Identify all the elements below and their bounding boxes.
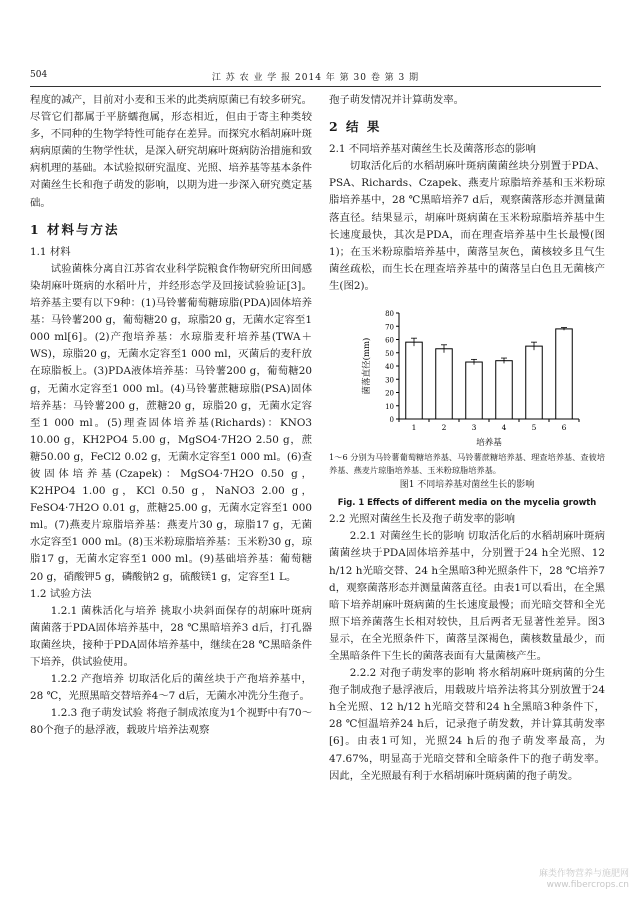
watermark-line2: www.fibercrops.cn [546,880,629,890]
x-tick-label: 3 [471,423,477,433]
y-tick-label: 10 [385,402,394,411]
subsection-heading-methods: 1.2 试验方法 [30,587,92,600]
y-tick-label: 60 [385,336,394,345]
x-tick-label: 2 [441,423,447,433]
subsection-heading-light: 2.2 光照对菌丝生长及孢子萌发率的影响 [329,513,516,526]
header-rule [30,86,601,87]
left-column [30,92,312,739]
y-tick-label: 20 [385,389,394,398]
figure1-caption: 1～6 分别为马铃薯葡萄糖培养基、马铃薯蔗糖培养基、理查培养基、查彼培养基、燕麦片琼脂培养基、玉米粉琼脂培养基。 [329,452,605,476]
bar [466,362,483,419]
method-germination-paragraph: 1.2.3 孢子萌发试验 将孢子制成浓度为1个视野中有70～80个孢子的悬浮液，载玻片培养法观察 [30,707,312,737]
x-tick-label: 5 [531,423,537,433]
y-tick-label: 40 [385,363,394,372]
y-tick-label: 30 [385,376,394,385]
y-axis-label: 菌落直径(mm) [362,337,372,395]
x-axis-label: 培养基 [476,438,502,449]
intro-paragraph: 程度的减产，目前对小麦和玉米的此类病原菌已有较多研究。尽管它们都属于平脐蠕孢属，形态相近，但由于寄主种类较多，不同种的生物学特性可能存在差异。而探究水稻胡麻叶斑病病原菌的生物学性状，是深入研究胡麻叶斑病防治措施和致病机理的基础。本试验拟研究温度、光照、培养基等基本条件对菌丝生长和孢子萌发的影响，以期为进一步深入研究奠定基础。 [30,94,312,209]
materials-paragraph: 试验菌株分离自江苏省农业科学院粮食作物研究所田间感染胡麻叶斑病的水稻叶片，并经形态学及回接试验验证[3]。培养基主要有以下9种：(1)马铃薯葡萄糖琼脂(PDA)固体培养基：马铃薯200 g，葡萄糖20 g，琼脂20 g，无菌水定容至1 000 ml[6]。(2)产孢培养基：水琼脂麦秆培养基(TWA＋WS)，琼脂20 g，无菌水定容至1 000 ml，灭菌后的麦秆放在琼脂板上。(3)PDA液体培养基：马铃薯200 g，葡萄糖20 g，无菌水定容至1 000 ml。(4)马铃薯蔗糖琼脂(PSA)固体培养基：马铃薯200 g，蔗糖20 g，琼脂20 g，无菌水定容至1 000 ml。(5)理查固体培养基(Richards)：KNO3 10.00 g，KH2PO4 5.00 g，MgSO4·7H2O 2.50 g，蔗糖50.00 g，FeCl2 0.02 g，无菌水定容至1 000 ml。(6)查彼固体培养基(Czapek)：MgSO4·7H2O 0.50 g，K2HPO4 1.00 g，KCl 0.50 g，NaNO3 2.00 g，FeSO4·7H2O 0.01 g，蔗糖25.00 g，无菌水定容至1 000 ml。(7)燕麦片琼脂培养基：燕麦片30 g，琼脂17 g，无菌水定容至1 000 ml。(8)玉米粉琼脂培养基：玉米粉30 g，琼脂17 g，无菌水定容至1 000 ml。(9)基础培养基：葡萄糖20 g，硝酸钾5 g，磷酸钠2 g，硫酸镁1 g，定容至1 L。 [30,262,313,583]
bar [436,349,453,419]
section-heading-results: 2 结 果 [329,119,382,135]
bar [556,329,573,419]
y-tick-label: 80 [385,310,394,319]
x-tick-label: 4 [501,423,507,433]
y-tick-label: 50 [385,349,394,358]
subsection-heading-materials: 1.1 材料 [30,245,71,258]
y-tick-label: 70 [385,323,394,332]
light-mycelia-paragraph: 2.2.1 对菌丝生长的影响 切取活化后的水稻胡麻叶斑病菌菌丝块于PDA固体培养基中，分别置于24 h全光照、12 h/12 h光暗交替、24 h全黑暗3种光照条件下，28 ℃培养7 d，观察菌落形态并测量菌落直径。由表1可以看出，在全黑暗下培养胡麻叶斑病菌的生长速度最慢；而光暗交替和全光照下培养菌落生长相对较快，且后两者无显著性差异。图3显示，在全光照条件下，菌落呈深褐色，菌核数量最少，而全黑暗条件下生长的菌落表面有大量菌核产生。 [329,530,605,662]
figure1-title-cn: 图1 不同培养基对菌丝生长的影响 [399,480,535,491]
figure1-bar-chart [329,301,605,451]
section-heading-materials-methods: 1 材料与方法 [30,221,120,237]
journal-title: 江 苏 农 业 学 报 2014 年 第 30 卷 第 3 期 [211,73,420,83]
method-activation-paragraph: 1.2.1 菌株活化与培养 挑取小块斜面保存的胡麻叶斑病菌菌落于PDA固体培养基中，28 ℃黑暗培养3 d后，打孔器取菌丝块，接种于PDA固体培养基中，继续在28 ℃黑暗条件下培养，供试验使用。 [30,604,312,668]
watermark [539,869,629,891]
light-germination-paragraph: 2.2.2 对孢子萌发率的影响 将水稻胡麻叶斑病菌的分生孢子制成孢子悬浮液后，用载玻片培养法将其分别放置于24 h全光照、12 h/12 h光暗交替和24 h全黑暗3种条件下，28 ℃恒温培养24 h后，记录孢子萌发数，并计算其萌发率[6]。由表1可知，光照24 h后的孢子萌发率最高，为47.67%，明显高于光暗交替和全暗条件下的孢子萌发率。因此，全光照最有利于水稻胡麻叶斑病菌的孢子萌发。 [329,667,605,782]
subsection-heading-media: 2.1 不同培养基对菌丝生长及菌落形态的影响 [329,143,536,156]
watermark-line1: 麻类作物营养与施肥网 [538,869,629,879]
method-sporulation-paragraph: 1.2.2 产孢培养 切取活化后的菌丝块于产孢培养基中，28 ℃，光照黑暗交替培养4～7 d后，无菌水冲洗分生孢子。 [30,673,312,703]
media-results-paragraph: 切取活化后的水稻胡麻叶斑病菌菌丝块分别置于PDA、PSA、Richards、Czapek、燕麦片琼脂培养基和玉米粉琼脂培养基中，28 ℃黑暗培养7 d后，观察菌落形态并测量菌落直径。结果显示，胡麻叶斑病菌在玉米粉琼脂培养基中生长速度最快，其次是PDA，而在理查培养基中生长最慢(图1)；在玉米粉琼脂培养基中，菌落呈灰色，菌核较多且气生菌丝疏松，而生长在理查培养基中的菌落呈白色且无菌核产生(图2)。 [329,160,605,292]
y-tick-label: 0 [389,416,394,425]
x-tick-label: 1 [411,423,417,433]
page-number: 504 [30,70,48,80]
bar [406,342,423,419]
x-tick-label: 6 [561,423,567,433]
continued-paragraph: 孢子萌发情况并计算萌发率。 [329,94,465,106]
figure1-title-en: Fig. 1 Effects of different media on the mycelia growth [337,497,597,508]
bar [526,346,543,419]
bar [496,361,513,419]
page-header [30,70,601,84]
right-column [329,92,605,785]
